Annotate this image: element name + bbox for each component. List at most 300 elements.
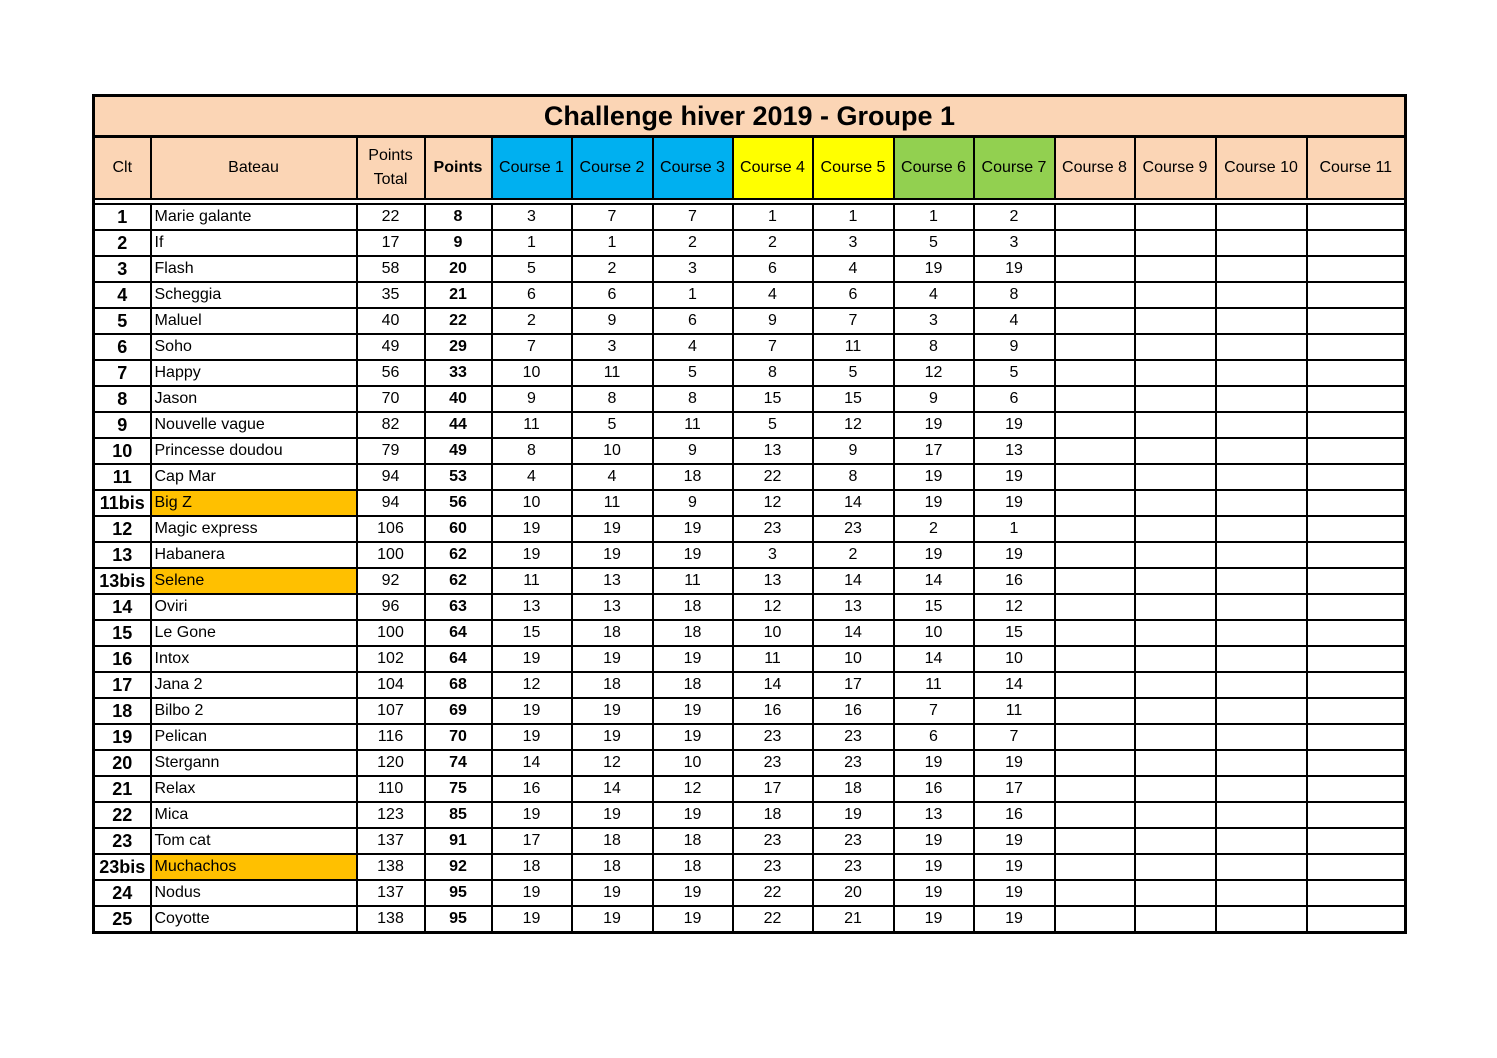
course-9-cell: [1135, 308, 1216, 334]
course-7-cell: 19: [974, 542, 1055, 568]
course-4-cell: 9: [733, 308, 813, 334]
points-total-cell: 116: [357, 724, 425, 750]
course-5-cell: 19: [813, 802, 894, 828]
course-2-cell: 18: [572, 620, 653, 646]
points-cell: 21: [425, 282, 492, 308]
points-cell: 68: [425, 672, 492, 698]
course-2-cell: 2: [572, 256, 653, 282]
table-row: [94, 360, 1406, 386]
course-3-cell: 9: [653, 490, 733, 516]
course-5-cell: 13: [813, 594, 894, 620]
course-8-cell: [1055, 256, 1135, 282]
course-6-cell: 10: [894, 620, 974, 646]
course-5-cell: 7: [813, 308, 894, 334]
course-10-cell: [1216, 412, 1307, 438]
table-row: [94, 568, 1406, 594]
course-9-cell: [1135, 568, 1216, 594]
table-row: [94, 412, 1406, 438]
points-total-cell: 120: [357, 750, 425, 776]
course-11-cell: [1307, 490, 1406, 516]
course-6-cell: 19: [894, 880, 974, 906]
course-8-cell: [1055, 490, 1135, 516]
course-8-cell: [1055, 724, 1135, 750]
points-total-cell: 123: [357, 802, 425, 828]
course-3-cell: 10: [653, 750, 733, 776]
header-clt: Clt: [94, 137, 151, 200]
course-9-cell: [1135, 464, 1216, 490]
course-1-cell: 19: [492, 802, 572, 828]
course-7-cell: 2: [974, 204, 1055, 230]
course-11-cell: [1307, 906, 1406, 933]
course-1-cell: 16: [492, 776, 572, 802]
table-row: [94, 464, 1406, 490]
boat-name-cell: Relax: [151, 776, 357, 802]
points-total-cell: 17: [357, 230, 425, 256]
course-6-cell: 19: [894, 542, 974, 568]
course-2-cell: 3: [572, 334, 653, 360]
points-total-cell: 96: [357, 594, 425, 620]
points-cell: 95: [425, 880, 492, 906]
rank-cell: 16: [94, 646, 151, 672]
course-6-cell: 5: [894, 230, 974, 256]
header-course-6: Course 6: [894, 137, 974, 200]
points-total-cell: 100: [357, 620, 425, 646]
course-4-cell: 14: [733, 672, 813, 698]
course-2-cell: 11: [572, 360, 653, 386]
course-11-cell: [1307, 438, 1406, 464]
course-7-cell: 8: [974, 282, 1055, 308]
points-total-cell: 100: [357, 542, 425, 568]
points-total-cell: 49: [357, 334, 425, 360]
boat-name-cell: Magic express: [151, 516, 357, 542]
header-course-3: Course 3: [653, 137, 733, 200]
course-3-cell: 12: [653, 776, 733, 802]
course-11-cell: [1307, 412, 1406, 438]
table-row: [94, 776, 1406, 802]
points-cell: 95: [425, 906, 492, 933]
course-5-cell: 5: [813, 360, 894, 386]
course-4-cell: 5: [733, 412, 813, 438]
boat-name-cell: Pelican: [151, 724, 357, 750]
course-11-cell: [1307, 620, 1406, 646]
course-8-cell: [1055, 646, 1135, 672]
course-5-cell: 14: [813, 490, 894, 516]
rank-cell: 19: [94, 724, 151, 750]
course-11-cell: [1307, 854, 1406, 880]
course-11-cell: [1307, 334, 1406, 360]
course-7-cell: 15: [974, 620, 1055, 646]
boat-name-cell: Jana 2: [151, 672, 357, 698]
course-8-cell: [1055, 386, 1135, 412]
course-2-cell: 7: [572, 204, 653, 230]
table-row: [94, 490, 1406, 516]
course-5-cell: 4: [813, 256, 894, 282]
course-8-cell: [1055, 568, 1135, 594]
course-9-cell: [1135, 490, 1216, 516]
course-6-cell: 12: [894, 360, 974, 386]
course-3-cell: 19: [653, 802, 733, 828]
course-10-cell: [1216, 230, 1307, 256]
course-6-cell: 6: [894, 724, 974, 750]
points-total-cell: 137: [357, 828, 425, 854]
table-row: [94, 880, 1406, 906]
boat-name-cell: Habanera: [151, 542, 357, 568]
course-10-cell: [1216, 386, 1307, 412]
points-total-cell: 58: [357, 256, 425, 282]
course-4-cell: 22: [733, 464, 813, 490]
boat-name-cell: Stergann: [151, 750, 357, 776]
course-4-cell: 8: [733, 360, 813, 386]
course-3-cell: 9: [653, 438, 733, 464]
table-row: [94, 438, 1406, 464]
course-1-cell: 11: [492, 412, 572, 438]
course-10-cell: [1216, 880, 1307, 906]
course-10-cell: [1216, 542, 1307, 568]
course-5-cell: 23: [813, 516, 894, 542]
points-cell: 29: [425, 334, 492, 360]
course-9-cell: [1135, 672, 1216, 698]
course-9-cell: [1135, 880, 1216, 906]
course-10-cell: [1216, 906, 1307, 933]
header-points: Points: [425, 137, 492, 200]
course-1-cell: 19: [492, 724, 572, 750]
course-8-cell: [1055, 282, 1135, 308]
course-10-cell: [1216, 724, 1307, 750]
course-9-cell: [1135, 724, 1216, 750]
rank-cell: 23: [94, 828, 151, 854]
course-1-cell: 14: [492, 750, 572, 776]
course-7-cell: 9: [974, 334, 1055, 360]
course-5-cell: 17: [813, 672, 894, 698]
course-7-cell: 10: [974, 646, 1055, 672]
table-row: [94, 802, 1406, 828]
points-cell: 33: [425, 360, 492, 386]
boat-name-cell: If: [151, 230, 357, 256]
course-7-cell: 19: [974, 854, 1055, 880]
course-11-cell: [1307, 542, 1406, 568]
course-4-cell: 4: [733, 282, 813, 308]
rank-cell: 21: [94, 776, 151, 802]
course-3-cell: 19: [653, 698, 733, 724]
course-9-cell: [1135, 802, 1216, 828]
course-6-cell: 15: [894, 594, 974, 620]
course-7-cell: 7: [974, 724, 1055, 750]
course-8-cell: [1055, 308, 1135, 334]
course-8-cell: [1055, 906, 1135, 933]
course-9-cell: [1135, 750, 1216, 776]
header-course-5: Course 5: [813, 137, 894, 200]
table-row: [94, 308, 1406, 334]
course-5-cell: 23: [813, 854, 894, 880]
course-4-cell: 2: [733, 230, 813, 256]
course-10-cell: [1216, 568, 1307, 594]
course-6-cell: 11: [894, 672, 974, 698]
course-9-cell: [1135, 542, 1216, 568]
course-7-cell: 1: [974, 516, 1055, 542]
points-total-cell: 70: [357, 386, 425, 412]
course-9-cell: [1135, 412, 1216, 438]
rank-cell: 13: [94, 542, 151, 568]
course-5-cell: 23: [813, 724, 894, 750]
course-11-cell: [1307, 464, 1406, 490]
course-9-cell: [1135, 620, 1216, 646]
table-row: [94, 854, 1406, 880]
course-1-cell: 15: [492, 620, 572, 646]
rank-cell: 18: [94, 698, 151, 724]
course-2-cell: 4: [572, 464, 653, 490]
course-2-cell: 18: [572, 672, 653, 698]
course-1-cell: 5: [492, 256, 572, 282]
course-5-cell: 20: [813, 880, 894, 906]
course-11-cell: [1307, 776, 1406, 802]
course-6-cell: 13: [894, 802, 974, 828]
course-3-cell: 2: [653, 230, 733, 256]
course-2-cell: 18: [572, 854, 653, 880]
boat-name-cell: Selene: [151, 568, 357, 594]
course-7-cell: 19: [974, 464, 1055, 490]
boat-name-cell: Soho: [151, 334, 357, 360]
boat-name-cell: Mica: [151, 802, 357, 828]
points-cell: 62: [425, 542, 492, 568]
course-5-cell: 21: [813, 906, 894, 933]
table-row: [94, 698, 1406, 724]
header-course-4: Course 4: [733, 137, 813, 200]
boat-name-cell: Oviri: [151, 594, 357, 620]
rank-cell: 3: [94, 256, 151, 282]
points-cell: 63: [425, 594, 492, 620]
points-cell: 8: [425, 204, 492, 230]
course-1-cell: 2: [492, 308, 572, 334]
course-2-cell: 10: [572, 438, 653, 464]
course-9-cell: [1135, 230, 1216, 256]
course-6-cell: 9: [894, 386, 974, 412]
points-cell: 20: [425, 256, 492, 282]
course-1-cell: 19: [492, 698, 572, 724]
course-4-cell: 11: [733, 646, 813, 672]
course-10-cell: [1216, 646, 1307, 672]
course-5-cell: 12: [813, 412, 894, 438]
course-6-cell: 19: [894, 828, 974, 854]
course-2-cell: 18: [572, 828, 653, 854]
course-6-cell: 14: [894, 568, 974, 594]
course-11-cell: [1307, 568, 1406, 594]
course-4-cell: 12: [733, 594, 813, 620]
course-3-cell: 18: [653, 594, 733, 620]
course-5-cell: 11: [813, 334, 894, 360]
course-11-cell: [1307, 828, 1406, 854]
course-5-cell: 6: [813, 282, 894, 308]
points-cell: 74: [425, 750, 492, 776]
points-cell: 49: [425, 438, 492, 464]
course-7-cell: 19: [974, 256, 1055, 282]
course-7-cell: 5: [974, 360, 1055, 386]
course-8-cell: [1055, 672, 1135, 698]
points-total-cell: 138: [357, 854, 425, 880]
points-cell: 70: [425, 724, 492, 750]
course-8-cell: [1055, 542, 1135, 568]
rank-cell: 8: [94, 386, 151, 412]
course-3-cell: 18: [653, 464, 733, 490]
course-10-cell: [1216, 854, 1307, 880]
course-1-cell: 19: [492, 542, 572, 568]
rank-cell: 4: [94, 282, 151, 308]
course-1-cell: 7: [492, 334, 572, 360]
header-points-total: [357, 137, 425, 200]
course-11-cell: [1307, 880, 1406, 906]
points-cell: 53: [425, 464, 492, 490]
rank-cell: 1: [94, 204, 151, 230]
points-cell: 85: [425, 802, 492, 828]
course-7-cell: 3: [974, 230, 1055, 256]
boat-name-cell: Marie galante: [151, 204, 357, 230]
course-10-cell: [1216, 776, 1307, 802]
points-cell: 9: [425, 230, 492, 256]
course-10-cell: [1216, 438, 1307, 464]
course-4-cell: 10: [733, 620, 813, 646]
course-7-cell: 19: [974, 490, 1055, 516]
table-row: [94, 672, 1406, 698]
course-10-cell: [1216, 360, 1307, 386]
course-2-cell: 13: [572, 568, 653, 594]
course-1-cell: 3: [492, 204, 572, 230]
course-3-cell: 19: [653, 724, 733, 750]
course-8-cell: [1055, 802, 1135, 828]
course-9-cell: [1135, 646, 1216, 672]
table-row: [94, 724, 1406, 750]
boat-name-cell: Nodus: [151, 880, 357, 906]
course-3-cell: 7: [653, 204, 733, 230]
table-row: [94, 542, 1406, 568]
course-3-cell: 5: [653, 360, 733, 386]
rank-cell: 11: [94, 464, 151, 490]
course-3-cell: 18: [653, 854, 733, 880]
table-row: [94, 256, 1406, 282]
course-1-cell: 9: [492, 386, 572, 412]
course-8-cell: [1055, 750, 1135, 776]
points-total-cell: 137: [357, 880, 425, 906]
course-2-cell: 12: [572, 750, 653, 776]
course-9-cell: [1135, 256, 1216, 282]
course-9-cell: [1135, 334, 1216, 360]
course-5-cell: 3: [813, 230, 894, 256]
boat-name-cell: Coyotte: [151, 906, 357, 933]
course-7-cell: 13: [974, 438, 1055, 464]
course-11-cell: [1307, 360, 1406, 386]
course-11-cell: [1307, 698, 1406, 724]
course-9-cell: [1135, 516, 1216, 542]
points-total-cell: 94: [357, 464, 425, 490]
course-5-cell: 16: [813, 698, 894, 724]
course-10-cell: [1216, 750, 1307, 776]
course-7-cell: 19: [974, 750, 1055, 776]
points-cell: 64: [425, 646, 492, 672]
course-1-cell: 12: [492, 672, 572, 698]
table-row: [94, 386, 1406, 412]
course-1-cell: 13: [492, 594, 572, 620]
course-10-cell: [1216, 282, 1307, 308]
course-4-cell: 22: [733, 880, 813, 906]
course-2-cell: 9: [572, 308, 653, 334]
course-2-cell: 1: [572, 230, 653, 256]
course-6-cell: 19: [894, 750, 974, 776]
course-3-cell: 19: [653, 516, 733, 542]
course-8-cell: [1055, 620, 1135, 646]
course-1-cell: 10: [492, 360, 572, 386]
course-8-cell: [1055, 854, 1135, 880]
course-1-cell: 10: [492, 490, 572, 516]
course-2-cell: 19: [572, 906, 653, 933]
course-10-cell: [1216, 256, 1307, 282]
course-5-cell: 1: [813, 204, 894, 230]
course-9-cell: [1135, 282, 1216, 308]
rank-cell: 14: [94, 594, 151, 620]
course-4-cell: 18: [733, 802, 813, 828]
course-6-cell: 19: [894, 256, 974, 282]
sheet-title: Challenge hiver 2019 - Groupe 1: [94, 96, 1406, 137]
points-cell: 69: [425, 698, 492, 724]
header-bateau: Bateau: [151, 137, 357, 200]
points-total-cell: 79: [357, 438, 425, 464]
course-7-cell: 4: [974, 308, 1055, 334]
points-total-cell: 110: [357, 776, 425, 802]
course-4-cell: 23: [733, 854, 813, 880]
course-9-cell: [1135, 594, 1216, 620]
course-6-cell: 2: [894, 516, 974, 542]
rank-cell: 2: [94, 230, 151, 256]
points-cell: 60: [425, 516, 492, 542]
points-cell: 40: [425, 386, 492, 412]
header-course-1: Course 1: [492, 137, 572, 200]
boat-name-cell: Scheggia: [151, 282, 357, 308]
course-6-cell: 19: [894, 854, 974, 880]
header-course-11: Course 11: [1307, 137, 1406, 200]
results-sheet: [92, 94, 1404, 934]
course-11-cell: [1307, 386, 1406, 412]
course-9-cell: [1135, 386, 1216, 412]
course-3-cell: 4: [653, 334, 733, 360]
course-8-cell: [1055, 230, 1135, 256]
course-11-cell: [1307, 282, 1406, 308]
course-6-cell: 3: [894, 308, 974, 334]
course-1-cell: 4: [492, 464, 572, 490]
rank-cell: 17: [94, 672, 151, 698]
boat-name-cell: Bilbo 2: [151, 698, 357, 724]
course-1-cell: 19: [492, 880, 572, 906]
course-4-cell: 23: [733, 828, 813, 854]
course-1-cell: 6: [492, 282, 572, 308]
course-6-cell: 16: [894, 776, 974, 802]
course-6-cell: 1: [894, 204, 974, 230]
boat-name-cell: Flash: [151, 256, 357, 282]
header-course-7: Course 7: [974, 137, 1055, 200]
course-10-cell: [1216, 672, 1307, 698]
course-3-cell: 1: [653, 282, 733, 308]
table-row: [94, 204, 1406, 230]
course-10-cell: [1216, 334, 1307, 360]
course-7-cell: 19: [974, 906, 1055, 933]
course-3-cell: 11: [653, 568, 733, 594]
course-4-cell: 15: [733, 386, 813, 412]
points-cell: 62: [425, 568, 492, 594]
course-7-cell: 16: [974, 802, 1055, 828]
course-11-cell: [1307, 308, 1406, 334]
points-total-cell: 104: [357, 672, 425, 698]
course-7-cell: 14: [974, 672, 1055, 698]
points-total-cell: 102: [357, 646, 425, 672]
course-2-cell: 19: [572, 880, 653, 906]
points-cell: 75: [425, 776, 492, 802]
course-2-cell: 14: [572, 776, 653, 802]
